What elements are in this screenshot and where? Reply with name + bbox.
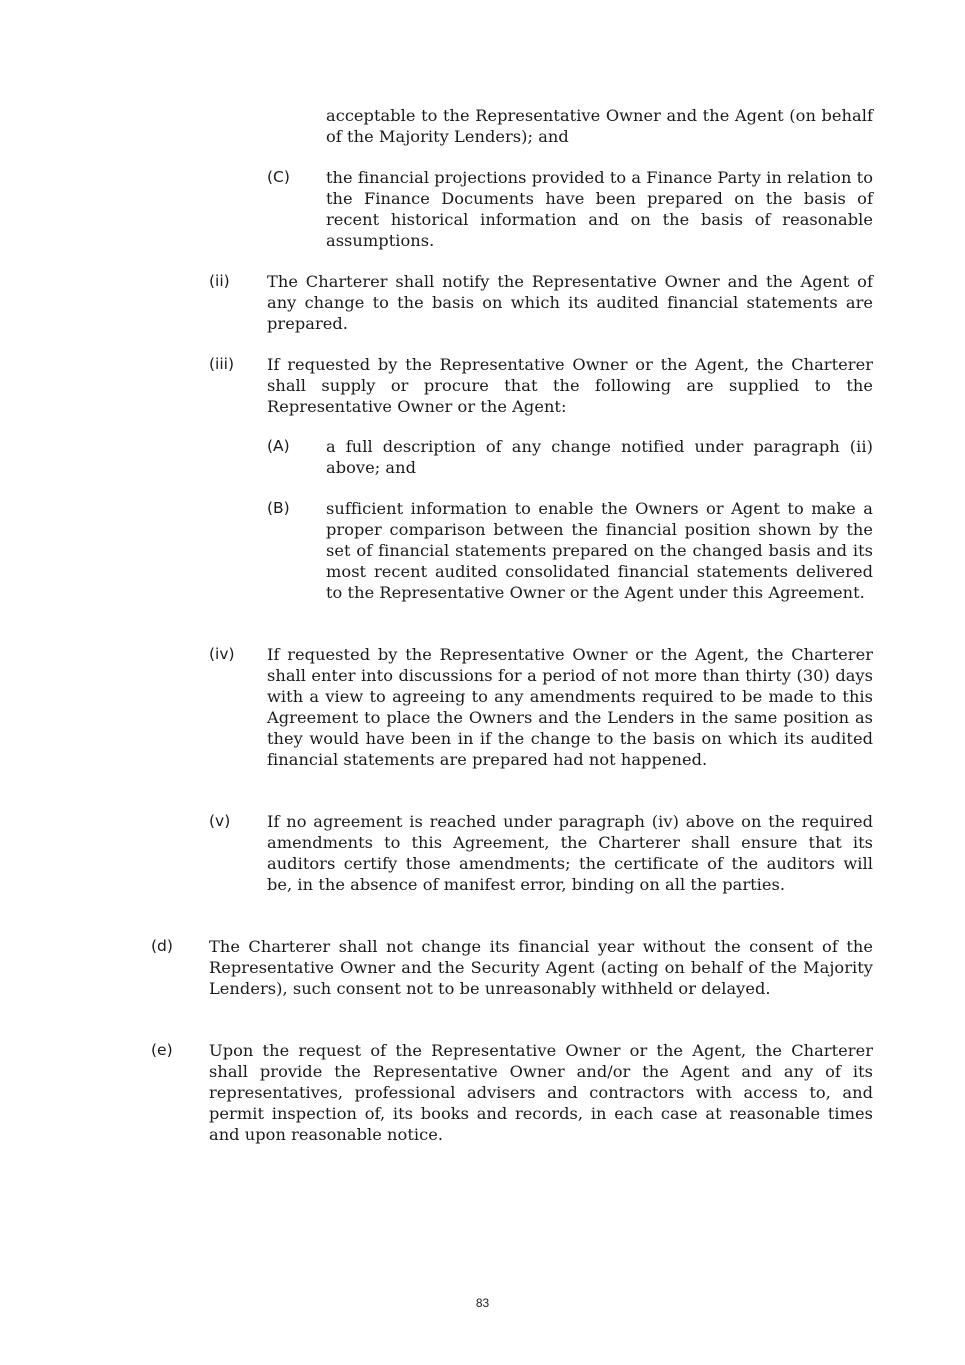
clause-text-a-upper: a full description of any change notified under paragraph (ii) above; and	[326, 437, 873, 477]
page-number: 83	[475, 1296, 490, 1310]
clause-text-ii: The Charterer shall notify the Representative Owner and the Agent of any change to the basis on which its audited financial statements are prepared.	[267, 272, 873, 333]
clause-text-c-upper: the financial projections provided to a Finance Party in relation to the Finance Documents have been prepared on the basis of recent historical information and on the basis of reasonable assumptions.	[326, 168, 873, 250]
clause-label-e: (e)	[151, 1041, 173, 1059]
clause-text-d: The Charterer shall not change its financial year without the consent of the Representative Owner and the Security Agent (acting on behalf of the Majority Lenders), such consent not to be unreasonably withheld or delayed.	[209, 937, 873, 998]
clause-label-ii: (ii)	[209, 272, 230, 290]
clause-label-a-upper: (A)	[267, 437, 290, 455]
clause-text-iv: If requested by the Representative Owner or the Agent, the Charterer shall enter into discussions for a period of not more than thirty (30) days with a view to agreeing to any amendments required to be made to this Agreement to place the Owners and the Lenders in the same position as they would have been in if the change to the basis on which its audited financial statements are prepared had not happened.	[267, 645, 873, 769]
clause-label-iv: (iv)	[209, 645, 235, 663]
clause-label-d: (d)	[151, 937, 173, 955]
clause-label-b-upper: (B)	[267, 499, 290, 517]
clause-label-v: (v)	[209, 812, 231, 830]
continuation-paragraph: acceptable to the Representative Owner and the Agent (on behalf of the Majority Lenders); and	[326, 106, 873, 146]
clause-text-iii: If requested by the Representative Owner or the Agent, the Charterer shall supply or procure that the following are supplied to the Representative Owner or the Agent:	[267, 355, 873, 416]
clause-label-iii: (iii)	[209, 355, 235, 373]
clause-text-v: If no agreement is reached under paragraph (iv) above on the required amendments to this Agreement, the Charterer shall ensure that its auditors certify those amendments; the certificate of the auditors will be, in the absence of manifest error, binding on all the parties.	[267, 812, 873, 894]
clause-label-c-upper: (C)	[267, 168, 290, 186]
clause-text-b-upper: sufficient information to enable the Owners or Agent to make a proper comparison between the financial position shown by the set of financial statements prepared on the changed basis and its most recent audited consolidated financial statements delivered to the Representative Owner or the Agent under this Agreement.	[326, 499, 873, 602]
clause-text-e: Upon the request of the Representative Owner or the Agent, the Charterer shall provide the Representative Owner and/or the Agent and any of its representatives, professional advisers and contractors with access to, and permit inspection of, its books and records, in each case at reasonable times and upon reasonable notice.	[209, 1041, 873, 1144]
